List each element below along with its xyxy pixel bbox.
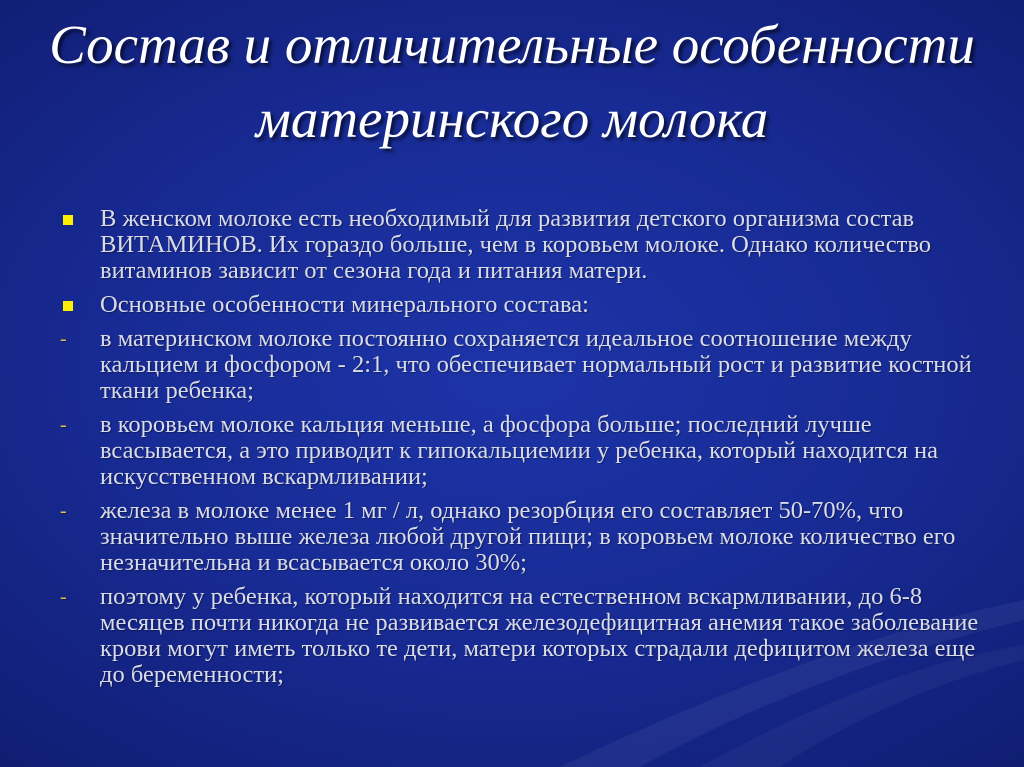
list-item <box>58 498 988 576</box>
list-item <box>58 206 988 284</box>
list-item <box>58 292 988 318</box>
list-item-text: В женском молоке есть необходимый для развития детского организма состав ВИТАМИНОВ. Их гораздо больше, чем в коровьем молоке. Однако количество витаминов зависит от сезона года и питания матери. <box>100 205 931 284</box>
list-item-text: поэтому у ребенка, который находится на естественном вскармливании, до 6-8 месяцев почти никогда не развивается железодефицитная анемия такое заболевание крови могут иметь только те дети, матери которых страдали дефицитом железа еще до беременности; <box>100 583 979 688</box>
list-item <box>58 412 988 490</box>
title-line-1: Состав и отличительные особенности <box>49 14 975 75</box>
title-line-2: материнского молока <box>255 88 769 149</box>
dash-bullet-icon: - <box>60 414 67 436</box>
list-item-text: в материнском молоке постоянно сохраняется идеальное соотношение между кальцием и фосфором - 2:1, что обеспечивает нормальный рост и развитие костной ткани ребенка; <box>100 325 972 404</box>
dash-bullet-icon: - <box>60 586 67 608</box>
slide-title <box>40 8 984 156</box>
list-item <box>58 584 988 688</box>
list-item <box>58 326 988 404</box>
square-bullet-icon <box>63 215 73 225</box>
dash-bullet-icon: - <box>60 500 67 522</box>
list-item-text: в коровьем молоке кальция меньше, а фосфора больше; последний лучше всасывается, а это приводит к гипокальциемии у ребенка, который находится на искусственном вскармливании; <box>100 411 938 490</box>
bullet-list <box>58 206 988 696</box>
square-bullet-icon <box>63 301 73 311</box>
dash-bullet-icon: - <box>60 328 67 350</box>
list-item-text: Основные особенности минерального состава: <box>100 291 589 318</box>
list-item-text: железа в молоке менее 1 мг / л, однако резорбция его составляет 50-70%, что значительно выше железа любой другой пищи; в коровьем молоке количество его незначительна и всасывается около 30%; <box>100 497 956 576</box>
